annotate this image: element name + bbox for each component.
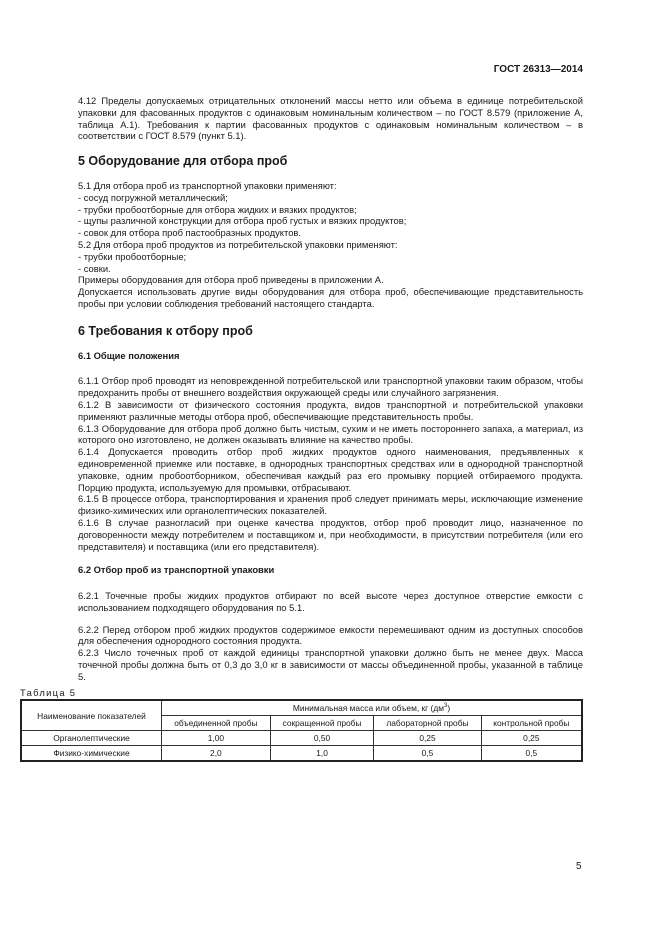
line-5-1-a: - сосуд погружной металлический; xyxy=(78,191,228,203)
paragraph-6-2-2: 6.2.2 Перед отбором проб жидких продуктов содержимое емкости перемешивают одним из доступных способов для обеспечения однородного состояния продукта. xyxy=(78,623,583,647)
cell-value: 1,00 xyxy=(162,731,271,746)
table-5-caption: Таблица 5 xyxy=(20,686,77,698)
cell-value: 2,0 xyxy=(162,746,271,762)
row-name: Физико-химические xyxy=(21,746,162,762)
page-number: 5 xyxy=(576,861,582,872)
table-5 xyxy=(20,699,583,762)
standard-designation: ГОСТ 26313—2014 xyxy=(493,64,583,75)
paragraph-6-1-6: 6.1.6 В случае разногласий при оценке качества продуктов, отбор проб проводит лицо, назначенное по договоренности между потребителем и поставщиком и, при необходимости, в присутствии потребителя (или его представителя) и поставщика (или его представителя). xyxy=(78,516,583,552)
paragraph-6-1-4: 6.1.4 Допускается проводить отбор проб жидких продуктов одного наименования, предъявленных к единовременной приемке или поставке, в однородных транспортных средствах или в однородной транспортной упаковке, одним пробоотборником, обеспечивая каждый раз его промывку порцией отбираемого продукта. Порцию продукта, используемую для промывки, отбрасывают. xyxy=(78,446,583,493)
line-5-2: 5.2 Для отбора проб продуктов из потребительской упаковки применяют: xyxy=(78,238,398,250)
cell-value: 0,25 xyxy=(374,731,481,746)
line-5-2-b: - совки. xyxy=(78,262,111,274)
paragraph-6-1-2: 6.1.2 В зависимости от физического состояния продукта, видов транспортной и потребительской упаковки применяют различные методы отбора проб, обеспечивающие представительность пробы. xyxy=(78,398,583,422)
paragraph-6-1-1: 6.1.1 Отбор проб проводят из неповрежденной потребительской или транспортной упаковки таким образом, чтобы предохранить пробы от внешнего воздействия окружающей среды или случайного загрязнения. xyxy=(78,375,583,399)
section-5-title: 5 Оборудование для отбора проб xyxy=(78,154,288,169)
paragraph-5-final: Допускается использовать другие виды оборудования для отбора проб, обеспечивающие представительность пробы при условии соблюдения требований настоящего стандарта. xyxy=(78,286,583,309)
line-5-examples: Примеры оборудования для отбора проб приведены в приложении А. xyxy=(78,274,384,286)
row-name: Органолептические xyxy=(21,731,162,746)
header-min-mass-end: ) xyxy=(447,703,451,714)
line-5-1-d: - совок для отбора проб пастообразных продуктов. xyxy=(78,227,301,239)
header-combined-sample: объединенной пробы xyxy=(162,716,271,731)
cell-value: 1,0 xyxy=(270,746,374,762)
paragraph-6-1-5: 6.1.5 В процессе отбора, транспортирования и хранения проб следует принимать меры, исключающие изменение физико-химических или органолептических показателей. xyxy=(78,493,583,517)
header-min-mass-text: Минимальная масса или объем, кг (дм xyxy=(292,703,444,714)
table-row xyxy=(21,731,582,746)
subsection-6-2-title: 6.2 Отбор проб из транспортной упаковки xyxy=(78,564,275,576)
paragraph-6-1-3: 6.1.3 Оборудование для отбора проб должно быть чистым, сухим и не иметь постороннего запаха, а материал, из которого оно изготовлено, не должен оказывать влияние на качество пробы. xyxy=(78,422,583,446)
cell-value: 0,50 xyxy=(270,731,374,746)
paragraph-6-2-3: 6.2.3 Число точечных проб от каждой единицы транспортной упаковки должно быть не менее двух. Масса точечной пробы должна быть от 0,3 до 3,0 кг в зависимости от массы объединенной пробы, указанной в таблице 5. xyxy=(78,647,583,682)
subsection-6-1-title: 6.1 Общие положения xyxy=(78,349,180,361)
cell-value: 0,25 xyxy=(481,731,582,746)
paragraph-4-12: 4.12 Пределы допускаемых отрицательных отклонений массы нетто или объема в единице потребительской упаковки для фасованных продуктов с одинаковым номинальным количеством – по ГОСТ 8.579 (приложение А, таблица А.1). Требования к партии фасованных продуктов с одинаковым номинальным количеством – в соответствии с ГОСТ 8.579 (пункт 5.1). xyxy=(78,95,583,142)
line-5-1-c: - щупы различной конструкции для отбора проб густых и вязких продуктов; xyxy=(78,215,407,227)
cell-value: 0,5 xyxy=(374,746,481,762)
header-indicator-name: Наименование показателей xyxy=(21,700,162,731)
line-5-2-a: - трубки пробоотборные; xyxy=(78,250,187,262)
header-min-mass xyxy=(162,700,583,716)
page-content xyxy=(20,95,583,762)
line-5-1-b: - трубки пробоотборные для отбора жидких и вязких продуктов; xyxy=(78,203,357,215)
header-min-mass-sup: 3 xyxy=(443,703,448,710)
table-header-row xyxy=(21,700,582,716)
paragraph-6-2-1: 6.2.1 Точечные пробы жидких продуктов отбирают по всей высоте через доступное отверстие емкости с использованием подходящего оборудования по 5.1. xyxy=(78,590,583,613)
header-control-sample: контрольной пробы xyxy=(481,716,582,731)
section-6-title: 6 Требования к отбору проб xyxy=(78,323,253,338)
header-laboratory-sample: лабораторной пробы xyxy=(374,716,481,731)
header-reduced-sample: сокращенной пробы xyxy=(270,716,374,731)
line-5-1: 5.1 Для отбора проб из транспортной упаковки применяют: xyxy=(78,179,337,191)
table-row xyxy=(21,746,582,762)
cell-value: 0,5 xyxy=(481,746,582,762)
